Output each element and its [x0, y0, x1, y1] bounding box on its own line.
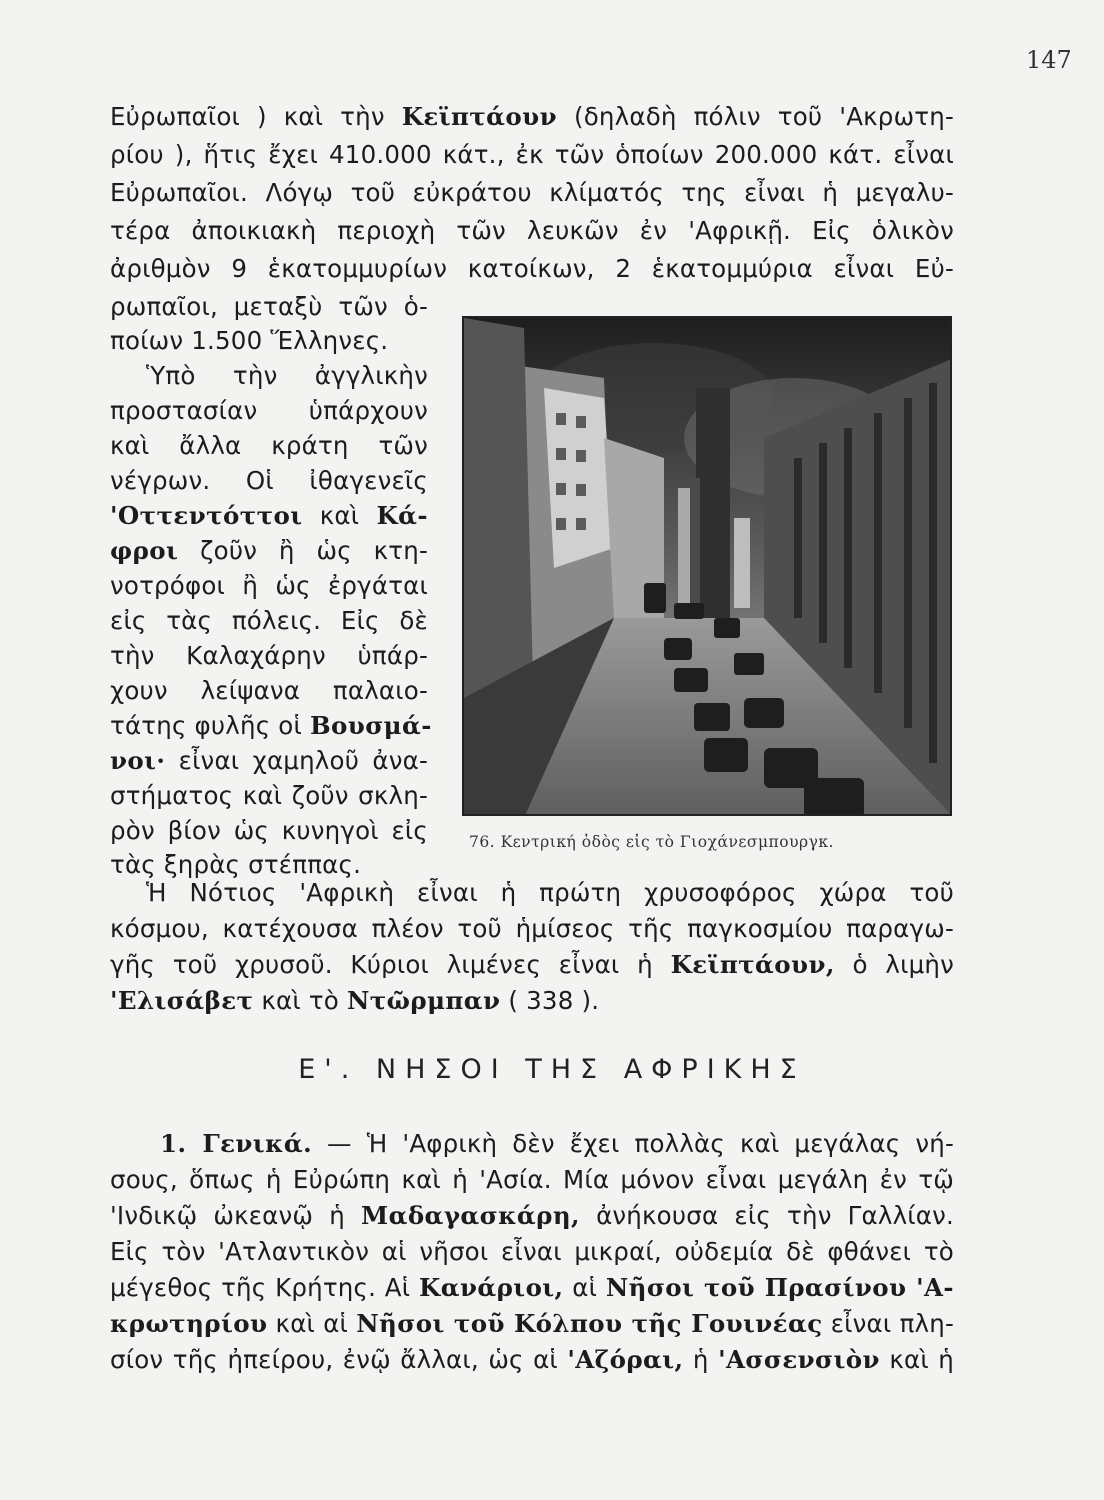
- text-line: ποίων 1.500 Ἕλληνες.: [110, 326, 389, 355]
- text-line: 'Ινδικῷ ὠκεανῷ ἡ Μαδαγασκάρη, ἀνήκουσα εἰς τὴν Γαλλίαν.: [110, 1201, 954, 1230]
- text-line: 'Ελισάβετ καὶ τὸ Ντῶρμπαν ( 338 ).: [110, 986, 600, 1015]
- text-line: κόσμου, κατέχουσα πλέον τοῦ ἡμίσεος τῆς παγκοσμίου παραγω-: [110, 914, 954, 943]
- place-name: Κεϊπτάουν: [401, 102, 557, 131]
- street-photo-image: [464, 318, 952, 816]
- text-line: νοτρόφοι ἢ ὡς ἐργάται: [110, 571, 428, 600]
- page-number: 147: [1026, 46, 1072, 74]
- section-heading: Ε'. ΝΗΣΟΙ ΤΗΣ ΑΦΡΙΚΗΣ: [298, 1054, 806, 1085]
- text-line: καὶ ἄλλα κράτη τῶν: [110, 431, 428, 460]
- text-line: Εὐρωπαῖοι ) καὶ τὴν Κεϊπτάουν (δηλαδὴ πόλιν τοῦ 'Ακρωτη-: [110, 102, 954, 131]
- text-line: σίον τῆς ἠπείρου, ἐνῷ ἄλλαι, ὡς αἱ 'Αζόραι, ἡ 'Ασσενσιὸν καὶ ἡ: [110, 1345, 954, 1374]
- text-line: ρὸν βίον ὡς κυνηγοὶ εἰς: [110, 816, 428, 845]
- text-line: κρωτηρίου καὶ αἱ Νῆσοι τοῦ Κόλπου τῆς Γουινέας εἶναι πλη-: [110, 1309, 954, 1338]
- text-line: ρωπαῖοι, μεταξὺ τῶν ὁ-: [110, 292, 428, 321]
- text-line: νοι· εἶναι χαμηλοῦ ἀνα-: [110, 746, 428, 775]
- text-line: ρίου ), ἥτις ἔχει 410.000 κάτ., ἐκ τῶν ὁποίων 200.000 κάτ. εἶναι: [110, 140, 954, 169]
- text-line: 1. Γενικά. — Ἡ 'Αφρικὴ δὲν ἔχει πολλὰς καὶ μεγάλας νή-: [160, 1129, 954, 1158]
- text-line: νέγρων. Οἱ ἰθαγενεῖς: [110, 466, 428, 495]
- text-line: εἰς τὰς πόλεις. Εἰς δὲ: [110, 606, 428, 635]
- text-line: στήματος καὶ ζοῦν σκλη-: [110, 781, 428, 810]
- figure-caption: 76. Κεντρική ὁδὸς εἰς τὸ Γιοχάνεσμπουργκ.: [469, 833, 834, 851]
- street-photograph: [462, 316, 952, 816]
- text-line: γῆς τοῦ χρυσοῦ. Κύριοι λιμένες εἶναι ἡ Κεϊπτάουν, ὁ λιμὴν: [110, 950, 954, 979]
- text-line: ἀριθμὸν 9 ἑκατομμυρίων κατοίκων, 2 ἑκατομμύρια εἶναι Εὐ-: [110, 254, 954, 283]
- text-line: φροι ζοῦν ἢ ὡς κτη-: [110, 536, 428, 565]
- text-line: Ὑπὸ τὴν ἀγγλικὴν: [146, 361, 428, 390]
- text-line: τέρα ἀποικιακὴ περιοχὴ τῶν λευκῶν ἐν 'Αφρικῇ. Εἰς ὁλικὸν: [110, 216, 954, 245]
- text-line: 'Οττεντόττοι καὶ Κά-: [110, 501, 428, 530]
- text-line: Εὐρωπαῖοι. Λόγῳ τοῦ εὐκράτου κλίματός της εἶναι ἡ μεγαλυ-: [110, 178, 954, 207]
- text-line: σους, ὅπως ἡ Εὐρώπη καὶ ἡ 'Ασία. Μία μόνον εἶναι μεγάλη ἐν τῷ: [110, 1165, 954, 1194]
- text-line: τὴν Καλαχάρην ὑπάρ-: [110, 641, 428, 670]
- text-line: Ἡ Νότιος 'Αφρικὴ εἶναι ἡ πρώτη χρυσοφόρος χώρα τοῦ: [146, 878, 954, 907]
- text-line: Εἰς τὸν 'Ατλαντικὸν αἱ νῆσοι εἶναι μικραί, οὐδεμία δὲ φθάνει τὸ: [110, 1237, 954, 1266]
- text-line: μέγεθος τῆς Κρήτης. Αἱ Κανάριοι, αἱ Νῆσοι τοῦ Πρασίνου 'Α-: [110, 1273, 954, 1302]
- text-line: τὰς ξηρὰς στέππας.: [110, 850, 362, 879]
- text-line: χουν λείψανα παλαιο-: [110, 676, 428, 705]
- text-line: τάτης φυλῆς οἱ Βουσμά-: [110, 711, 432, 740]
- text-line: προστασίαν ὑπάρχουν: [110, 396, 428, 425]
